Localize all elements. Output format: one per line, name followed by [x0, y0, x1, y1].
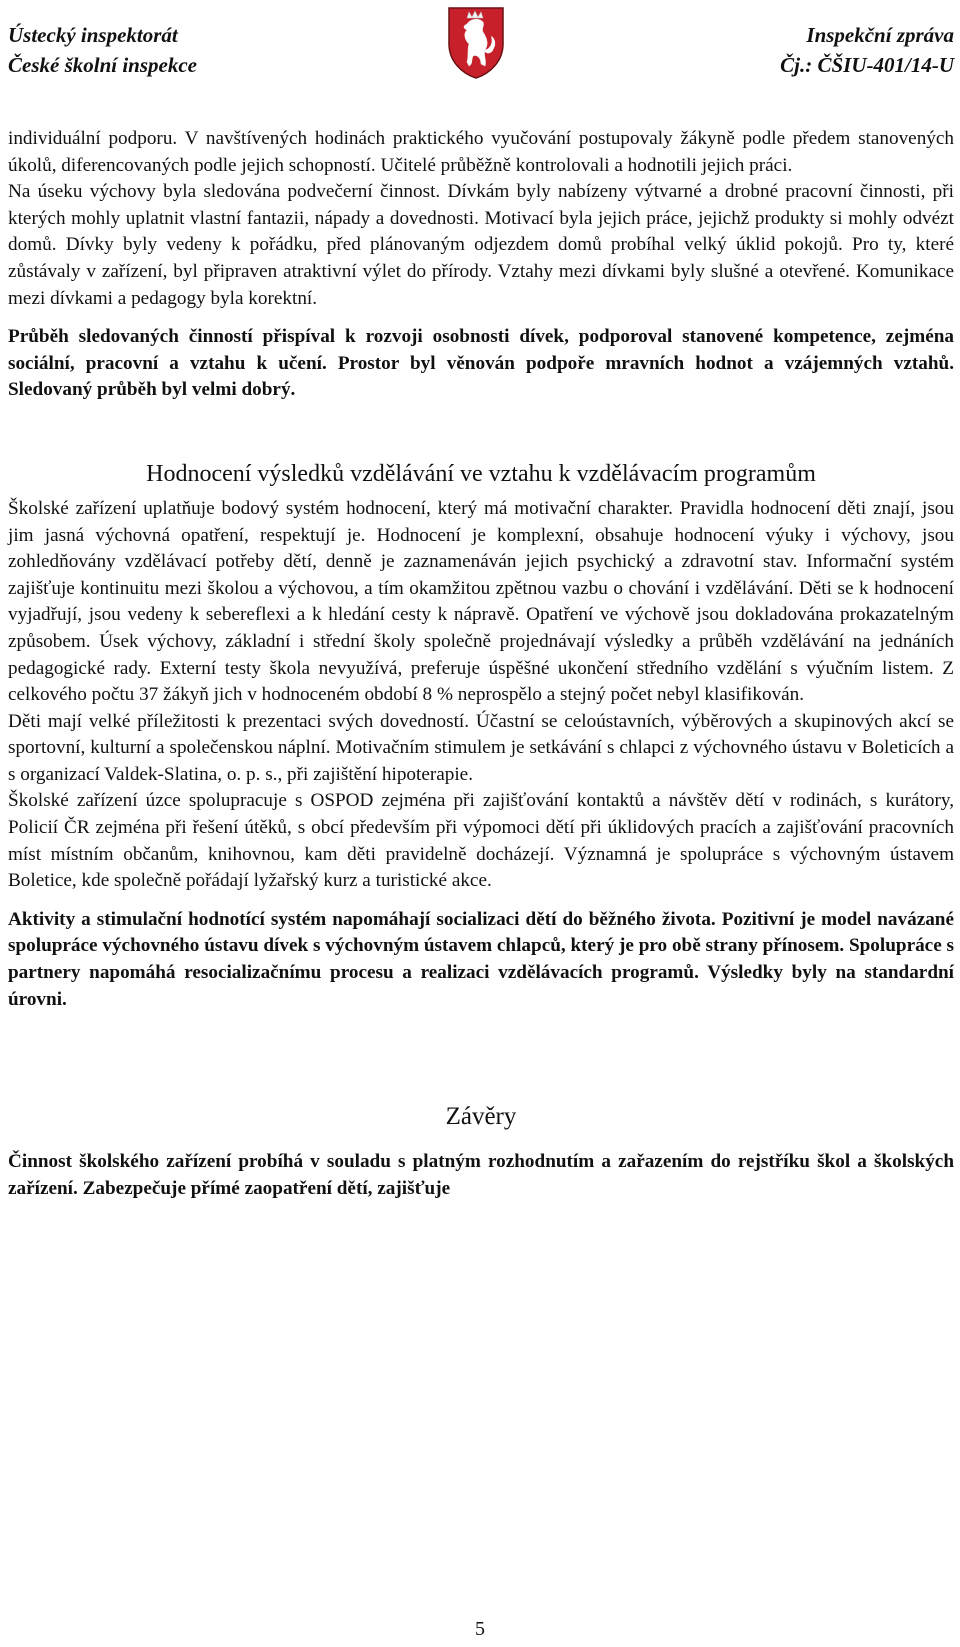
page-number: 5: [475, 1618, 485, 1640]
header-inspectorate: Ústecký inspektorát: [8, 23, 178, 47]
paragraph-activities-summary: Průběh sledovaných činností přispíval k rozvoji osobnosti dívek, podporoval stanovené kompetence, zejména sociální, pracovní a vztahu k učení. Prostor byl věnován podpoře mravních hodnot a vzájemných vztahů. Sledovaný průběh byl velmi dobrý.: [8, 326, 954, 401]
paragraph-conclusions: Činnost školského zařízení probíhá v souladu s platným rozhodnutím a zařazením do rejstříku škol a školských zařízení. Zabezpečuje přímé zaopatření dětí, zajišťuje: [8, 1151, 954, 1199]
coat-of-arms-lion-icon: [445, 4, 507, 80]
header-left: [8, 20, 197, 80]
paragraph-practical-lessons: individuální podporu. V navštívených hodinách praktického vyučování postupovaly žákyně podle předem stanovených úkolů, diferencovaných podle jejich schopností. Učitelé průběžně kontrolovali a hodnotili jejich práci.: [8, 128, 954, 176]
paragraph-upbringing-activities: Na úseku výchovy byla sledována podvečerní činnost. Dívkám byly nabízeny výtvarné a drobné pracovní činnosti, při kterých mohly uplatnit vlastní fantazii, nápady a dovednosti. Motivací byla jejich práce, jejichž produkty si mohly odvézt domů. Dívky byly vedeny k pořádku, před plánovaným odjezdem domů probíhal velký úklid pokojů. Pro ty, které zůstávaly v zařízení, byl připraven atraktivní výlet do přírody. Vztahy mezi dívkami byly slušné a otevřené. Komunikace mezi dívkami a pedagogy byla korektní.: [8, 181, 954, 309]
paragraph-cooperation: Školské zařízení úzce spolupracuje s OSPOD zejména při zajišťování kontaktů a návštěv dětí v rodinách, s kurátory, Policií ČR zejména při řešení útěků, s obcí především při výpomoci dětí při úklidových pracích a zajišťování pracovních míst místním občanům, knihovnou, kam děti pravidelně docházejí. Významná je spolupráce s výchovným ústavem Boletice, kde společně pořádají lyžařský kurz a turistické akce.: [8, 790, 954, 892]
header-reference-number: Čj.: ČŠIU-401/14-U: [780, 53, 954, 77]
paragraph-results-summary: Aktivity a stimulační hodnotící systém napomáhají socializaci dětí do běžného života. Pozitivní je model navázané spolupráce výchovného ústavu dívek s výchovným ústavem chlapců, který je pro obě strany přínosem. Spolupráce s partnery napomáhá resocializačnímu procesu a realizaci vzdělávacích programů. Výsledky byly na standardní úrovni.: [8, 908, 954, 1010]
section-heading-results-evaluation: Hodnocení výsledků vzdělávání ve vztahu k vzdělávacím programům: [146, 460, 816, 487]
header-right: [780, 20, 954, 80]
section-heading-conclusions: Závěry: [445, 1103, 517, 1131]
header-agency: České školní inspekce: [8, 53, 197, 77]
header-report-type: Inspekční zpráva: [806, 23, 954, 47]
paragraph-evaluation-system: Školské zařízení uplatňuje bodový systém hodnocení, který má motivační charakter. Pravidla hodnocení děti znají, jsou jim jasná výchovná opatření, respektují je. Hodnocení je komplexní, obsahuje hodnocení výuky i výchovy, jsou zohledňovány vzdělávací potřeby dětí, denně je zaznamenáván jejich psychický a zdravotní stav. Informační systém zajišťuje kontinuitu mezi školou a výchovou, a tím okamžitou zpětnou vazbu o chování i vzdělávání. Děti se k hodnocení vyjadřují, jsou vedeny k sebereflexi a k hledání cesty k nápravě. Opatření ve výchově jsou dokladována prokazatelným způsobem. Úsek výchovy, základní i střední školy společně projednávají výsledky a průběh vzdělávání na jednáních pedagogické rady. Externí testy škola nevyužívá, preferuje úspěšné ukončení středního vzdělání s výučním listem. Z celkového počtu 37 žákyň jich v hodnoceném období 8 % neprospělo a stejný počet nebyl klasifikován.: [8, 497, 954, 706]
report-body: [8, 126, 954, 1202]
page-header: [0, 0, 960, 86]
paragraph-presentation-opportunities: Děti mají velké příležitosti k prezentaci svých dovedností. Účastní se celoústavních, výběrových a skupinových akcí se sportovní, kulturní a společenskou náplní. Motivačním stimulem je setkávání s chlapci z výchovného ústavu v Boleticích a s organizací Valdek-Slatina, o. p. s., při zajištění hipoterapie.: [8, 710, 954, 785]
